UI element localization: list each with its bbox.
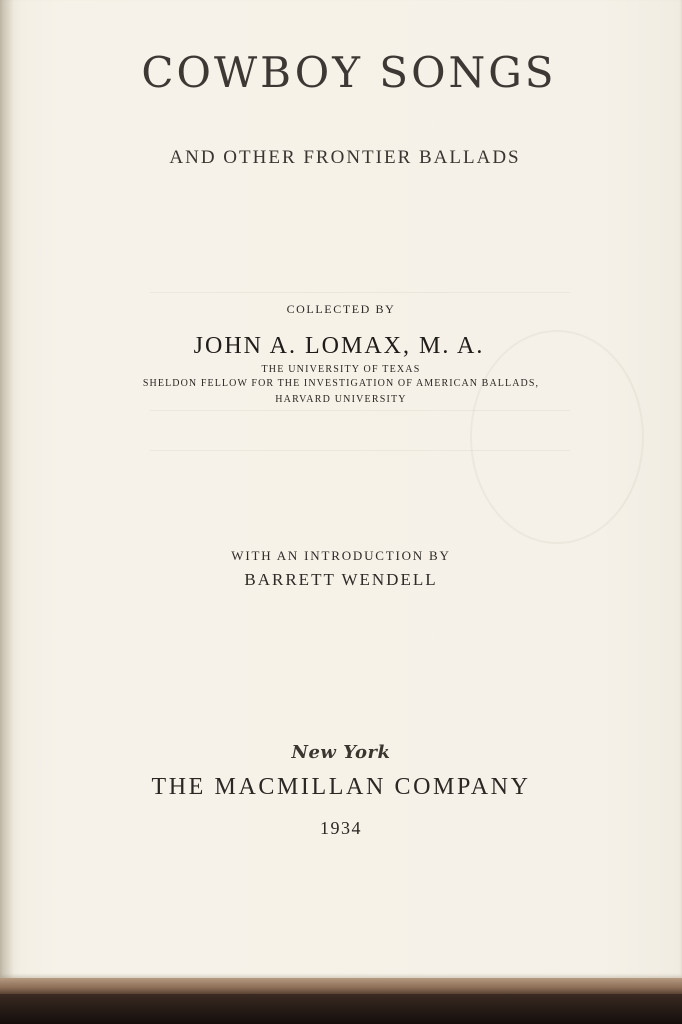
book-cover-edge: [0, 978, 682, 994]
publication-city: New York: [291, 742, 391, 763]
collected-by-label: COLLECTED BY: [286, 302, 396, 316]
publication-year: 1934: [320, 818, 362, 838]
table-surface: [0, 994, 682, 1024]
publisher-name: THE MACMILLAN COMPANY: [151, 774, 531, 800]
book-title: COWBOY SONGS: [141, 48, 557, 97]
author-affiliation: HARVARD UNIVERSITY: [275, 394, 407, 405]
author-affiliation: THE UNIVERSITY OF TEXAS: [261, 364, 421, 375]
author-affiliation: SHELDON FELLOW FOR THE INVESTIGATION OF AMERICAN BALLADS,: [142, 378, 540, 389]
show-through-line: [150, 292, 570, 297]
introduction-label: WITH AN INTRODUCTION BY: [231, 548, 451, 563]
introducer-name: BARRETT WENDELL: [244, 570, 438, 589]
show-through-seal: [470, 330, 644, 544]
author-name: JOHN A. LOMAX, M. A.: [193, 333, 485, 359]
book-subtitle: AND OTHER FRONTIER BALLADS: [169, 147, 521, 168]
